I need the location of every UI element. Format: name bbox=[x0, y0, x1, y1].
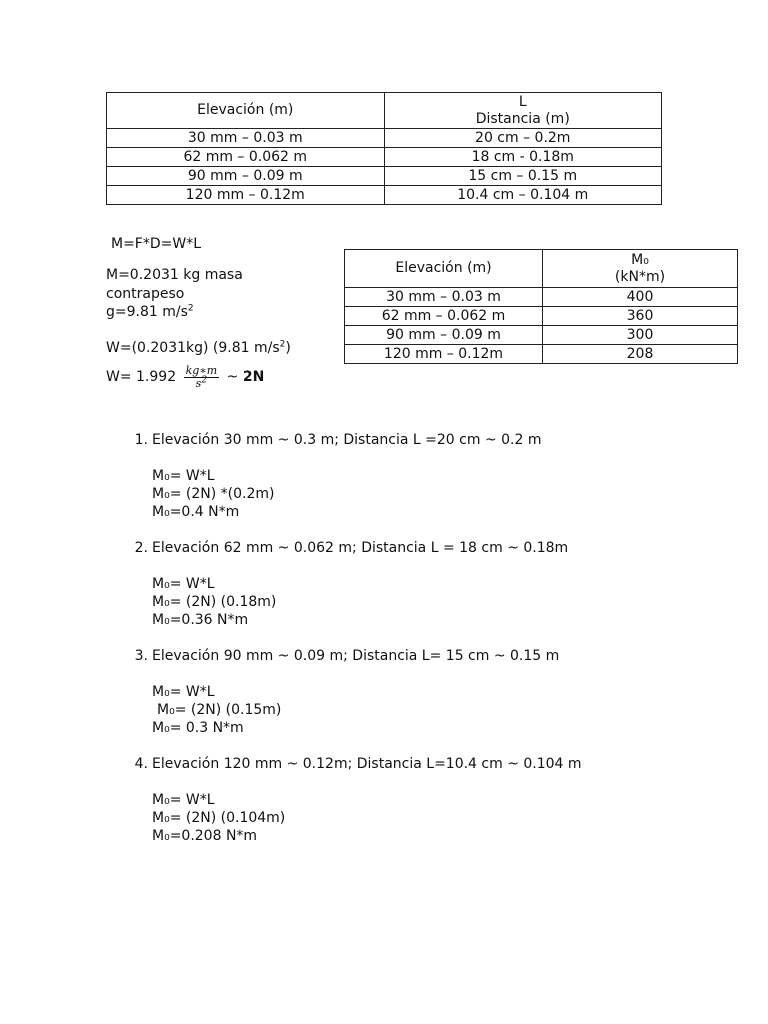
calculation-block bbox=[152, 683, 728, 737]
table-cell: 300 bbox=[543, 326, 738, 345]
table-header-row bbox=[345, 250, 738, 288]
table-cell: 120 mm – 0.12m bbox=[107, 186, 385, 205]
list-number: 1. bbox=[134, 432, 148, 448]
table-cell: 62 mm – 0.062 m bbox=[107, 148, 385, 167]
calculation-list bbox=[128, 431, 728, 845]
table-header-row bbox=[107, 93, 662, 129]
calculation-line: M₀= W*L bbox=[152, 468, 215, 484]
exponent: 2 bbox=[279, 339, 286, 350]
calculation-line: M₀=0.36 N*m bbox=[152, 612, 249, 628]
tilde-symbol: ~ bbox=[226, 369, 239, 385]
fraction-denominator bbox=[184, 374, 220, 390]
list-number: 4. bbox=[134, 756, 148, 772]
calculation-line: M₀= (2N) (0.15m) bbox=[157, 702, 282, 718]
elevation-distance-table bbox=[106, 92, 662, 205]
elevation-moment-table bbox=[344, 249, 738, 364]
list-item-title: Elevación 90 mm ~ 0.09 m; Distancia L= 15 cm ~ 0.15 m bbox=[152, 648, 560, 664]
calculation-line: M₀= W*L bbox=[152, 792, 215, 808]
header-line: M₀ bbox=[631, 251, 649, 268]
table-header-cell: Elevación (m) bbox=[107, 93, 385, 129]
calculation-line: M₀= W*L bbox=[152, 576, 215, 592]
list-item-header bbox=[128, 539, 728, 557]
table-cell: 30 mm – 0.03 m bbox=[345, 288, 543, 307]
table-cell: 20 cm – 0.2m bbox=[384, 129, 662, 148]
list-item bbox=[128, 755, 728, 845]
calculation-block bbox=[152, 791, 728, 845]
list-item-title: Elevación 62 mm ~ 0.062 m; Distancia L = 18 cm ~ 0.18m bbox=[152, 540, 569, 556]
table-cell: 120 mm – 0.12m bbox=[345, 345, 543, 364]
table-cell: 208 bbox=[543, 345, 738, 364]
fraction-den-base: s bbox=[195, 376, 202, 390]
table-row bbox=[107, 148, 662, 167]
calculation-line: M₀= (2N) (0.18m) bbox=[152, 594, 277, 610]
calculation-block bbox=[152, 575, 728, 629]
unit-fraction bbox=[184, 365, 220, 390]
fraction-numerator: kg∗m bbox=[185, 363, 218, 377]
table-row bbox=[107, 167, 662, 186]
table-cell: 10.4 cm – 0.104 m bbox=[384, 186, 662, 205]
list-item-title: Elevación 30 mm ~ 0.3 m; Distancia L =20 cm ~ 0.2 m bbox=[152, 432, 542, 448]
table-cell: 30 mm – 0.03 m bbox=[107, 129, 385, 148]
table-row bbox=[345, 326, 738, 345]
header-line: Distancia (m) bbox=[475, 110, 570, 127]
table-header-cell: Elevación (m) bbox=[345, 250, 543, 288]
table-header-cell bbox=[543, 250, 738, 288]
exponent: 2 bbox=[187, 303, 194, 314]
table-cell: 62 mm – 0.062 m bbox=[345, 307, 543, 326]
calculation-line: M₀= (2N) (0.104m) bbox=[152, 810, 286, 826]
calculation-line: M₀= W*L bbox=[152, 684, 215, 700]
mass-line: contrapeso bbox=[106, 286, 185, 302]
calculation-line: M₀= 0.3 N*m bbox=[152, 720, 244, 736]
calculation-line: M₀=0.208 N*m bbox=[152, 828, 258, 844]
table-cell: 90 mm – 0.09 m bbox=[345, 326, 543, 345]
table-row bbox=[345, 288, 738, 307]
weight-result-prefix: W= 1.992 bbox=[106, 369, 177, 385]
list-item bbox=[128, 647, 728, 737]
list-item bbox=[128, 431, 728, 521]
table-cell: 90 mm – 0.09 m bbox=[107, 167, 385, 186]
weight-calc-close: ) bbox=[285, 340, 291, 356]
table-header-cell bbox=[384, 93, 662, 129]
list-item-header bbox=[128, 647, 728, 665]
list-number: 2. bbox=[134, 540, 148, 556]
weight-calc-text: W=(0.2031kg) (9.81 m/s bbox=[106, 340, 280, 356]
gravity-line bbox=[106, 303, 194, 321]
gravity-text: g=9.81 m/s bbox=[106, 304, 188, 320]
header-line: (kN*m) bbox=[614, 268, 666, 285]
calculation-block bbox=[152, 467, 728, 521]
weight-calc-line bbox=[106, 339, 291, 357]
table-cell: 18 cm - 0.18m bbox=[384, 148, 662, 167]
list-number: 3. bbox=[134, 648, 148, 664]
exponent: 2 bbox=[201, 374, 208, 385]
table-row bbox=[345, 307, 738, 326]
calculation-line: M₀= (2N) *(0.2m) bbox=[152, 486, 275, 502]
list-item-header bbox=[128, 755, 728, 773]
table-cell: 400 bbox=[543, 288, 738, 307]
table-cell: 360 bbox=[543, 307, 738, 326]
list-item-header bbox=[128, 431, 728, 449]
mass-line: M=0.2031 kg masa bbox=[106, 267, 243, 283]
weight-result-line bbox=[106, 358, 264, 396]
table-cell: 15 cm – 0.15 m bbox=[384, 167, 662, 186]
moment-definition: M=F*D=W*L bbox=[111, 236, 202, 252]
list-item bbox=[128, 539, 728, 629]
table-row bbox=[345, 345, 738, 364]
header-line: L bbox=[518, 93, 527, 110]
weight-result-value: 2N bbox=[242, 369, 265, 385]
calculation-line: M₀=0.4 N*m bbox=[152, 504, 240, 520]
list-item-title: Elevación 120 mm ~ 0.12m; Distancia L=10.4 cm ~ 0.104 m bbox=[152, 756, 582, 772]
table-row bbox=[107, 129, 662, 148]
table-row bbox=[107, 186, 662, 205]
